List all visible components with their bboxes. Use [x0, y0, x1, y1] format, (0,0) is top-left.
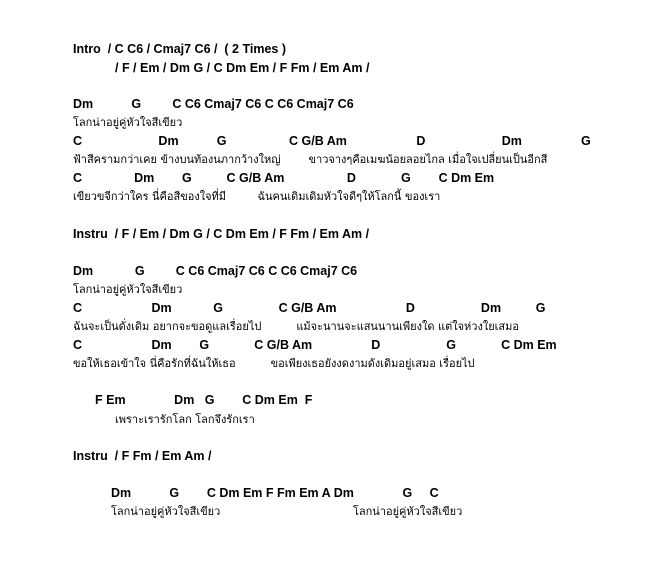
- verse2-chords-3: C Dm G C G/B Am D G C Dm Em: [73, 338, 557, 352]
- outro-lyric-right: โลกน่าอยู่คู่หัวใจสีเขียว: [353, 505, 463, 518]
- instru-line-2: Instru / F Fm / Em Am /: [73, 449, 212, 463]
- intro-chords-line-1: Intro / C C6 / Cmaj7 C6 / ( 2 Times ): [73, 42, 287, 56]
- bridge-lyric: เพราะเรารักโลก โลกจึงรักเรา: [115, 413, 255, 426]
- intro-chords-line-2: / F / Em / Dm G / C Dm Em / F Fm / Em Am /: [115, 61, 370, 75]
- outro-chords: Dm G C Dm Em F Fm Em A Dm G C: [111, 486, 439, 500]
- verse2-chords-1: Dm G C C6 Cmaj7 C6 C C6 Cmaj7 C6: [73, 264, 358, 278]
- verse1-chords-3: C Dm G C G/B Am D G C Dm Em: [73, 171, 495, 185]
- instru-line-1: Instru / F / Em / Dm G / C Dm Em / F Fm / Em Am /: [73, 227, 370, 241]
- verse1-chords-2: C Dm G C G/B Am D Dm G: [73, 134, 591, 148]
- verse1-lyric-3: เขียวขจีกว่าใคร นี่คือสีของใจที่มี ฉันคนเดิมเดิมหัวใจดีๆให้โลกนี้ ของเรา: [73, 190, 441, 203]
- verse1-lyric-2: ฟ้าสีครามกว่าเคย ข้างบนท้องนภากว้างใหญ่ ขาวจางๆคือเมฆน้อยลอยไกล เมื่อใจเปลี่ยนเป็นอีกสี: [73, 153, 548, 166]
- outro-lyric-left: โลกน่าอยู่คู่หัวใจสีเขียว: [111, 505, 221, 518]
- verse2-lyric-3: ขอให้เธอเข้าใจ นี่คือรักที่ฉันให้เธอ ขอเพียงเธอยังงดงามดังเดิมอยู่เสมอ เรื่อยไป: [73, 357, 475, 370]
- verse1-chords-1: Dm G C C6 Cmaj7 C6 C C6 Cmaj7 C6: [73, 97, 354, 111]
- verse2-lyric-2: ฉันจะเป็นดั่งเดิม อยากจะขอดูแลเรื่อยไป แม้จะนานจะแสนนานเพียงใด แต่ใจห่วงใยเสมอ: [73, 320, 519, 333]
- verse2-chords-2: C Dm G C G/B Am D Dm G: [73, 301, 546, 315]
- bridge-chords: F Em Dm G C Dm Em F: [95, 393, 313, 407]
- verse1-lyric-1: โลกน่าอยู่คู่หัวใจสีเขียว: [73, 116, 183, 129]
- verse2-lyric-1: โลกน่าอยู่คู่หัวใจสีเขียว: [73, 283, 183, 296]
